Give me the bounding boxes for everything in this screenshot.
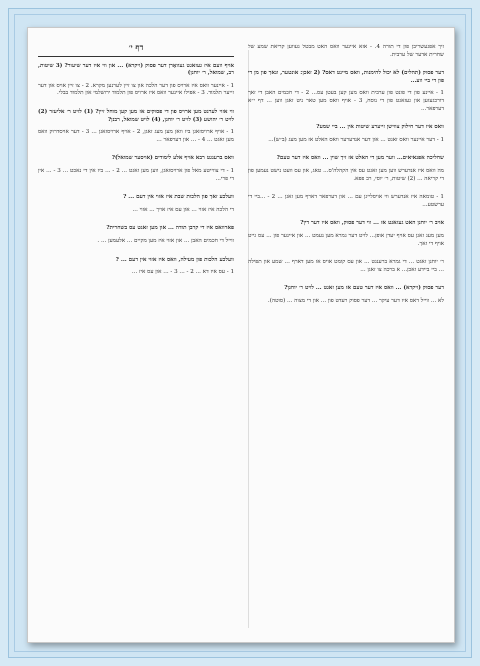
question-heading: וועלכע הלכות פון מעילה, וואס איז אזוי אין דעם ... ? [115,256,234,263]
answer-paragraph: 1 - די צווייטע מאל פון ארויסזאגן, ווען מען זאגט ... 2 - ... ביז אין די נאכט ... 3 - ... אין די פרי... [38,167,234,182]
answer-paragraph: 1 - דער איינער וואס זאגט ... און דער אנדערער וואס האלט אז מען מעג (ב״ש)... [268,136,444,143]
question-heading: דער פסוק (תהלים) לא יכול להימנות, וואס מיינט דאס? (2 זאכן: אונטער, ונאך פון מן די פון די ביי ווע... [248,70,444,84]
answer-paragraph: זיך אפגעשריבן פון די תורה 4. - אזא איינער וואס האט מבטל געווען קריאת שמע של שחרית אדער של ערבית. [248,44,444,58]
question-heading: וועלכע זאך פון הלכות שבת איז אזוי אין דעם ... ? [123,194,234,201]
page-body [38,44,444,630]
question-heading: שחליכה אפנאיאים... ווער מען די האלט אז זיך שוין ... וואס איז דער טעם? [276,155,444,162]
answer-paragraph: ר׳ יוחנן זאגט ... די גמרא ברענגט ... און עס קומט אויס אז מען דארף ... שמע און תפילה ... ביי ביידע זאכן... א ברכה צו זאגן ... [248,259,444,273]
answer-paragraph: די הלכה איז אזוי ... און עס איז אויך ... אזוי ... [132,206,234,213]
answer-paragraph: מען מעג זאגן עס אויף יעדן אופן... לויט דער גמרא מען נעמט ... און איינער פון ... עס גייט אויף די זאך. [248,232,444,247]
question-heading: דער פסוק (ויקרא) ... וואס איז דער טעם אז מען זאגט ... לויט ר׳ יוחנן? [284,285,444,292]
answer-paragraph: ווייל די חכמים האבן ... און אזוי איז מען מקיים ... אלעמען ... . [97,237,234,244]
question-heading: וואס ברענגט רבא אויף אלע לימודים (אויסער שמואל)? [111,155,234,162]
question-heading: אויף וועם איז געזאגט געוואָרן דער פסוק (ויקרא) ... און ווי איז דער שיעור? (3 שיטות, רב, שמואל, ר׳ יוחנן) [38,62,234,77]
question-heading: פארוואס איז די קרבן תודה ... און מען זאגט עס בשחרית? [106,225,234,232]
question-heading: ווי אזוי לערנט מען ארויס פון די פסוקים אז מען קען מוחל זיין? (1) לויט ר׳ אליעזר (2) לויט ר׳ יהושע (3) לויט ר׳ יוחנן, (4) לויט שמואל, רבנן? [38,108,234,123]
answer-paragraph: 1 - איינער וואס איז ארויס פון דער הלכה און צו זיין לערנען מקרא. 2 - צו זיין אויס און דער זייער תלמוד. 3 - אפילו איינער וואס איז ארויס פון תלמוד ירושלמי און תלמוד בבלי. [38,82,234,97]
answer-paragraph: 1 - אויף ארויסזאגן ביז וואן מען מעג זאגן, 2 - אויף ארויסזאגן ... 3 - דער אויסדרוק וואס מען זאגט ... 4 - ... און דערפאר ... [38,129,234,143]
document-page [27,27,455,643]
answer-paragraph: מה וואס איז אנדערש ווען מען זאגט עס אין הקהלה'ס... טאג, און עס וועט נישט נעמען פון די קריאה ... (2) שיטות, ר׳ יוסי, רב פפא. [248,167,444,182]
left-column [248,44,444,630]
answer-paragraph: 1 - עס איז דא ... 2 - ... 3 - ... און עס איז ... [131,269,234,276]
page-header: דף י׳ [128,44,144,52]
answer-paragraph: 1 - טומאה איז אנדערש ווי אויסלייגן עם ... און דערפאר דארף מען זאגן ... 2 - ...ביי די ערשטע... [248,194,444,208]
answer-paragraph: 1 - איינע פון די פונט פון ערבית וואס מען קען בעטן עס... 2 - די חכמים האבן די זאך דורכגעזען און געזאגט פון די נוסח, 3 - אויף וואס מען טאר ניט זאגן ווען ... דף י״א דערפאר... [248,90,444,112]
right-column [38,44,234,630]
header-rule [38,56,234,57]
answer-paragraph: לא ... ווייל דאס איז דער עיקר ... דער פסוק רעדט פון ... און די מצוה ... (סוטה). [267,297,444,304]
question-heading: אויב ר׳ יוחנן האט געזאגט אז ... ווי דער פסוק, וואס איז דער דין? [300,220,444,227]
question-heading: וואס איז דער חילוק צווישן זייערע שיטות אין ... ביי שמע? [316,124,444,131]
